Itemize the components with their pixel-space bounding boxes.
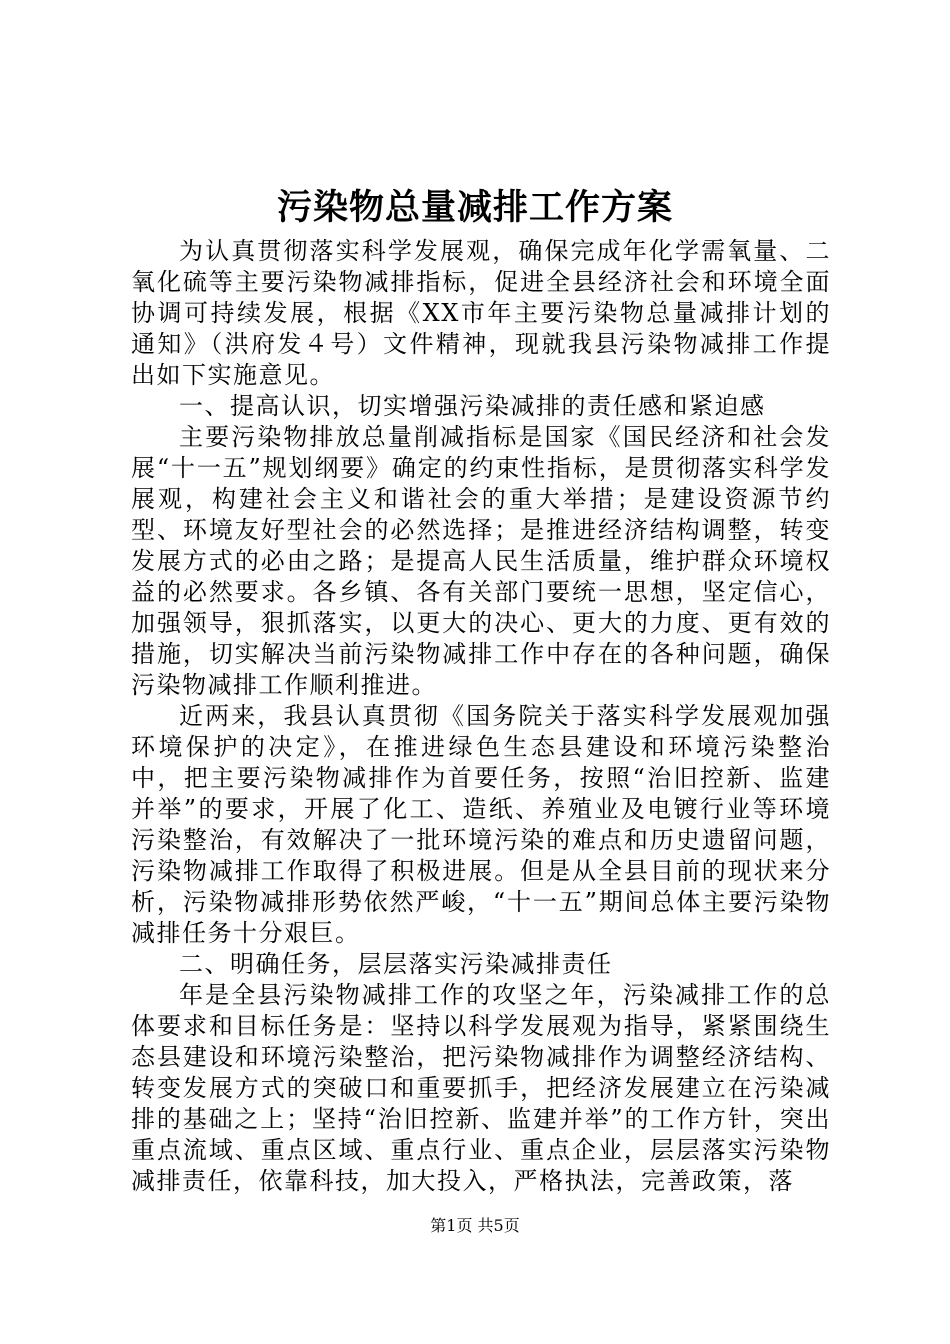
document-title: 污染物总量减排工作方案	[276, 187, 673, 228]
section-heading-2: 二、明确任务，层层落实污染减排责任	[179, 950, 613, 978]
intro-paragraph: 为认真贯彻落实科学发展观，确保完成年化学需氧量、二氧化硫等主要污染物减排指标，促进全县经济社会和环境全面协调可持续发展，根据《XX市年主要污染物总量减排计划的通知》（洪府发４号）文件精神，现就我县污染物减排工作提出如下实施意见。	[131, 237, 831, 389]
body-paragraph: 近两来，我县认真贯彻《国务院关于落实科学发展观加强环境保护的决定》，在推进绿色生态县建设和环境污染整治中，把主要污染物减排作为首要任务，按照“治旧控新、监建并举”的要求，开展了化工、造纸、养殖业及电镀行业等环境污染整治，有效解决了一批环境污染的难点和历史遗留问题，污染物减排工作取得了积极进展。但是从全县目前的现状来分析，污染物减排形势依然严峻，“十一五”期间总体主要污染物减排任务十分艰巨。	[131, 702, 831, 947]
body-paragraph: 主要污染物排放总量削减指标是国家《国民经济和社会发展“十一五”规划纲要》确定的约束性指标，是贯彻落实科学发展观，构建社会主义和谐社会的重大举措；是建设资源节约型、环境友好型社会的必然选择；是推进经济结构调整，转变发展方式的必由之路；是提高人民生活质量，维护群众环境权益的必然要求。各乡镇、各有关部门要统一思想，坚定信心，加强领导，狠抓落实，以更大的决心、更大的力度、更有效的措施，切实解决当前污染物减排工作中存在的各种问题，确保污染物减排工作顺利推进。	[131, 423, 831, 699]
page-number: 第1页 共5页	[430, 1216, 520, 1235]
section-heading-1: 一、提高认识，切实增强污染减排的责任感和紧迫感	[179, 392, 766, 420]
document-body	[131, 236, 831, 1197]
body-paragraph: 年是全县污染物减排工作的攻坚之年，污染减排工作的总体要求和目标任务是：坚持以科学发展观为指导，紧紧围绕生态县建设和环境污染整治，把污染物减排作为调整经济结构、转变发展方式的突破口和重要抓手，把经济发展建立在污染减排的基础之上；坚持“治旧控新、监建并举”的工作方针，突出重点流域、重点区域、重点行业、重点企业，层层落实污染物减排责任，依靠科技，加大投入，严格执法，完善政策，落	[131, 981, 831, 1195]
